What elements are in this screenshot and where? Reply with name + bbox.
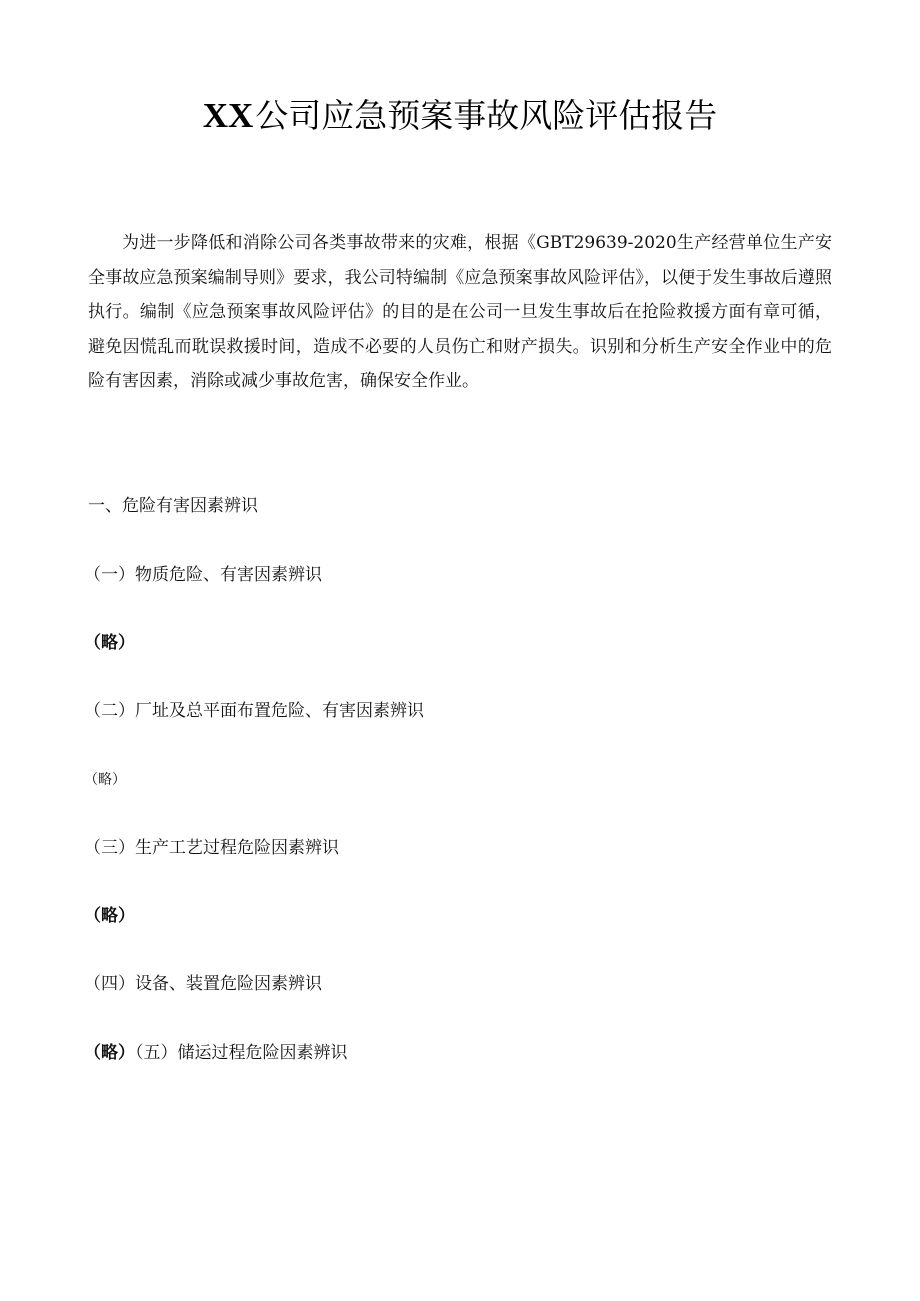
subsection-heading-3: （三）生产工艺过程危险因素辨识 (84, 838, 339, 858)
subsection-body-2: （略） (84, 772, 126, 788)
title-prefix: XX (202, 96, 254, 135)
title-text: 公司应急预案事故风险评估报告 (255, 96, 718, 135)
subsection-body-3: （略） (84, 906, 135, 926)
subsection-body-1: （略） (84, 633, 135, 653)
document-title (0, 90, 920, 142)
subsection-heading-5: （五）储运过程危险因素辨识 (135, 1043, 348, 1063)
subsection-heading-1: （一）物质危险、有害因素辨识 (84, 565, 322, 585)
subsection-line-5 (84, 1041, 348, 1065)
subsection-heading-4: （四）设备、装置危险因素辨识 (84, 974, 322, 994)
intro-paragraph: 为进一步降低和消除公司各类事故带来的灾难，根据《GBT29639-2020生产经营单位生产安全事故应急预案编制导则》要求，我公司特编制《应急预案事故风险评估》，以便于发生事故后遵照执行。编制《应急预案事故风险评估》的目的是在公司一旦发生事故后在抢险救援方面有章可循，避免因慌乱而耽误救援时间，造成不必要的人员伤亡和财产损失。识别和分析生产安全作业中的危险有害因素，消除或减少事故危害，确保安全作业。 (88, 233, 832, 391)
subsection-body-4: （略） (84, 1043, 135, 1063)
subsection-heading-2: （二）厂址及总平面布置危险、有害因素辨识 (84, 701, 424, 721)
section-heading-1: 一、危险有害因素辨识 (88, 496, 258, 516)
